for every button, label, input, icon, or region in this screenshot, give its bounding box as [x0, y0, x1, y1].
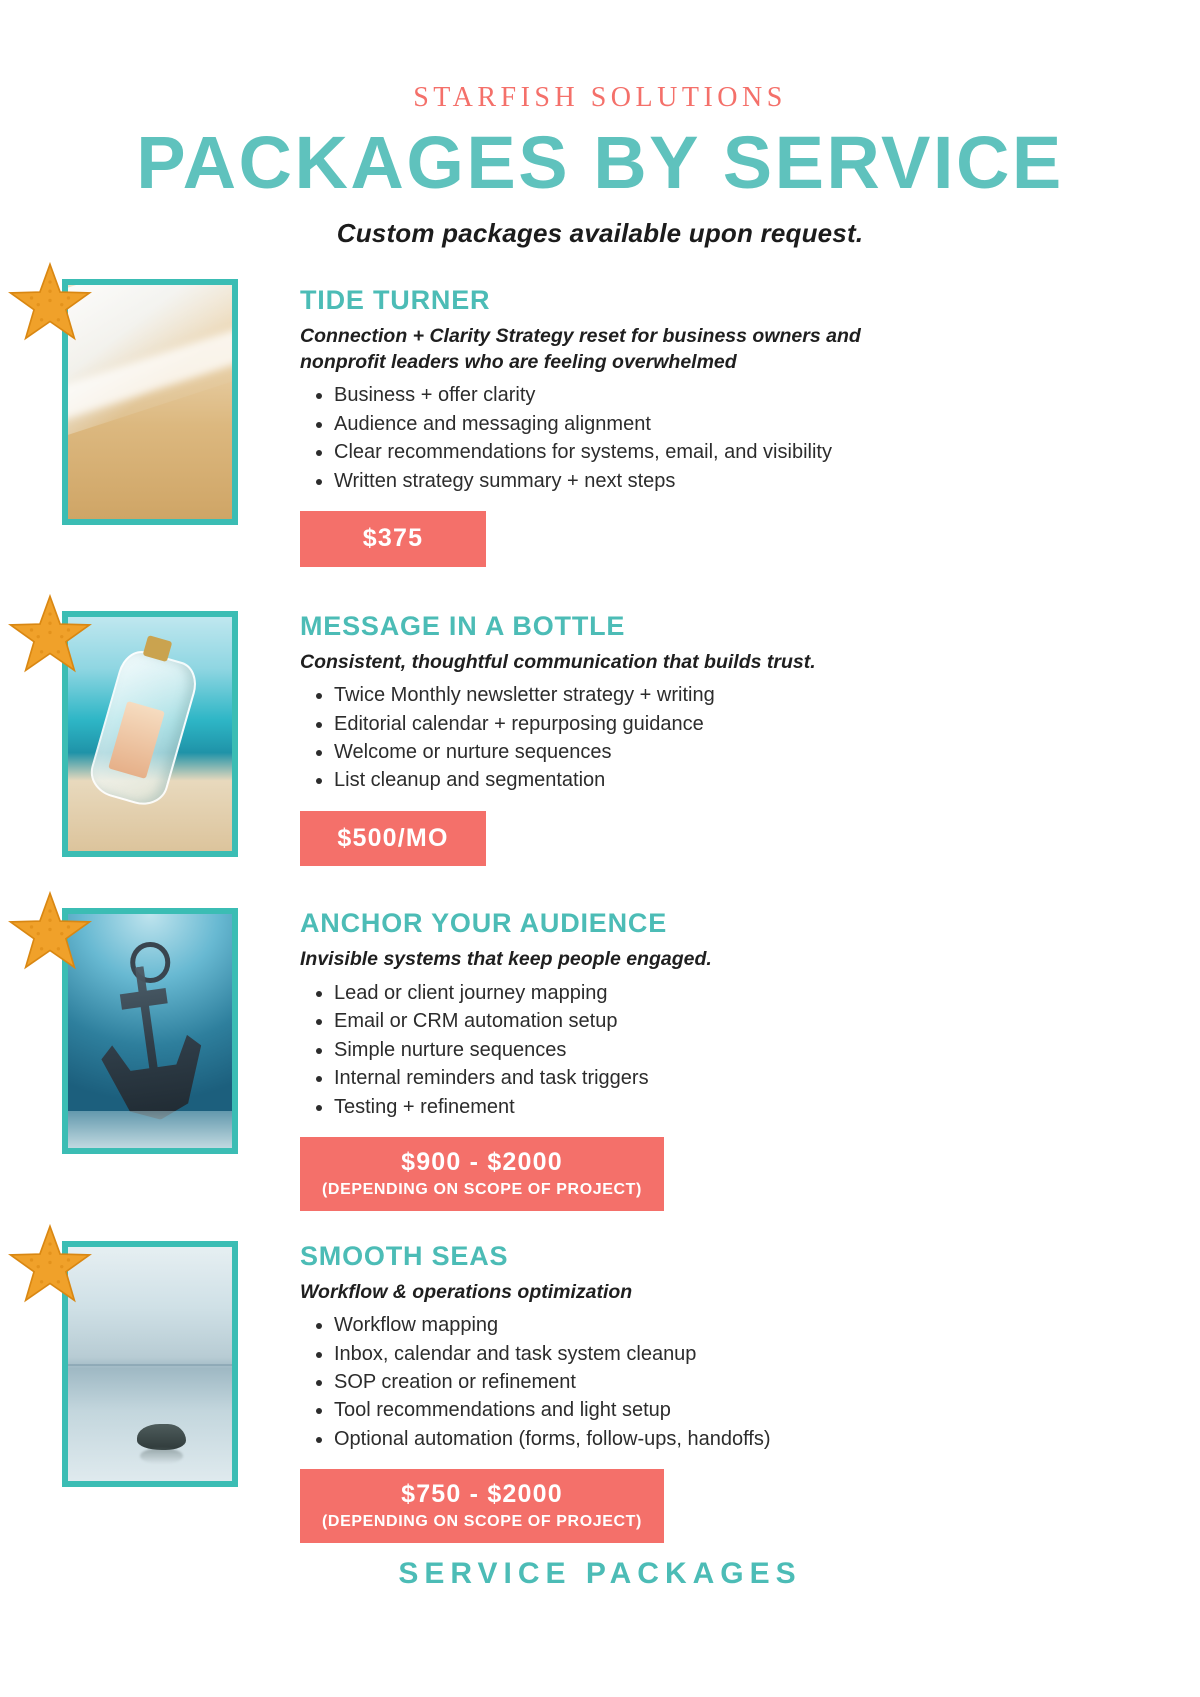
package-feature-list: [300, 381, 1140, 495]
price-note: (DEPENDING ON SCOPE OF PROJECT): [322, 1512, 642, 1530]
price-amount: $900 - $2000: [401, 1148, 563, 1177]
price-amount: $500/MO: [337, 823, 449, 852]
footer-label: SERVICE PACKAGES: [398, 1556, 802, 1590]
package-item: [0, 1241, 1200, 1543]
list-item: • Simple nurture sequences: [334, 1036, 1140, 1064]
seabed: [68, 1111, 232, 1148]
package-description: Workflow & operations optimization: [300, 1280, 633, 1303]
starfish-icon: [8, 593, 92, 677]
package-image-wrap: [0, 1241, 300, 1487]
starfish-icon: [8, 1223, 92, 1307]
photo-art: [68, 617, 232, 851]
list-item: • Audience and messaging alignment: [334, 410, 1140, 438]
package-content: [300, 611, 1200, 867]
list-item: • Editorial calendar + repurposing guidance: [334, 710, 1140, 738]
package-image-wrap: [0, 611, 300, 857]
package-title: MESSAGE IN A BOTTLE: [300, 610, 626, 641]
list-item: • Workflow mapping: [334, 1311, 1140, 1339]
package-item: [0, 908, 1200, 1210]
price-badge: [300, 1137, 664, 1211]
list-item: • Business + offer clarity: [334, 381, 1140, 409]
package-feature-list: [300, 681, 1140, 795]
rock-reflection: [140, 1448, 183, 1464]
anchor-shape: [87, 959, 212, 1127]
list-item: • Lead or client journey mapping: [334, 979, 1140, 1007]
package-item: [0, 279, 1200, 567]
rock-shape: [137, 1424, 186, 1450]
price-badge: [300, 511, 486, 567]
list-item: • Written strategy summary + next steps: [334, 467, 1140, 495]
page-subtitle: Custom packages available upon request.: [336, 218, 864, 248]
list-item: • Tool recommendations and light setup: [334, 1396, 1140, 1424]
list-item: • List cleanup and segmentation: [334, 766, 1140, 794]
package-feature-list: [300, 979, 1140, 1121]
starfish-icon: [8, 261, 92, 345]
brand-name: STARFISH SOLUTIONS: [413, 82, 787, 113]
package-content: [300, 279, 1200, 567]
price-amount: $375: [362, 524, 424, 553]
package-title: TIDE TURNER: [300, 285, 491, 315]
package-title: ANCHOR YOUR AUDIENCE: [300, 908, 668, 939]
photo-art: [68, 1247, 232, 1481]
package-image-wrap: [0, 908, 300, 1154]
list-item: • Email or CRM automation setup: [334, 1007, 1140, 1035]
package-list: [0, 279, 1200, 1543]
package-content: [300, 908, 1200, 1210]
list-item: • Twice Monthly newsletter strategy + writing: [334, 681, 1140, 709]
list-item: • SOP creation or refinement: [334, 1368, 1140, 1396]
list-item: • Welcome or nurture sequences: [334, 738, 1140, 766]
package-item: [0, 611, 1200, 867]
list-item: • Testing + refinement: [334, 1093, 1140, 1121]
starfish-icon: [8, 890, 92, 974]
package-title: SMOOTH SEAS: [300, 1240, 509, 1271]
price-amount: $750 - $2000: [401, 1480, 563, 1509]
photo-art: [68, 285, 232, 519]
package-content: [300, 1241, 1200, 1543]
horizon-line: [68, 1364, 232, 1366]
page-title: PACKAGES BY SERVICE: [136, 121, 1064, 204]
list-item: • Clear recommendations for systems, email, and visibility: [334, 438, 1140, 466]
package-description: Consistent, thoughtful communication that builds trust.: [300, 650, 816, 673]
package-description: Invisible systems that keep people engaged.: [300, 948, 712, 971]
package-image-wrap: [0, 279, 300, 525]
package-feature-list: [300, 1311, 1140, 1453]
price-badge: [300, 811, 486, 867]
price-note: (DEPENDING ON SCOPE OF PROJECT): [322, 1180, 642, 1198]
list-item: • Internal reminders and task triggers: [334, 1064, 1140, 1092]
page-footer: [0, 1557, 1200, 1591]
price-badge: [300, 1469, 664, 1543]
page-header: [0, 0, 1200, 249]
list-item: • Inbox, calendar and task system cleanup: [334, 1340, 1140, 1368]
anchor-ring: [130, 942, 170, 982]
list-item: • Optional automation (forms, follow-ups, handoffs): [334, 1425, 1140, 1453]
photo-art: [68, 914, 232, 1148]
package-description: Connection + Clarity Strategy reset for business owners and nonprofit leaders who are feeling overwhelmed: [300, 325, 861, 373]
